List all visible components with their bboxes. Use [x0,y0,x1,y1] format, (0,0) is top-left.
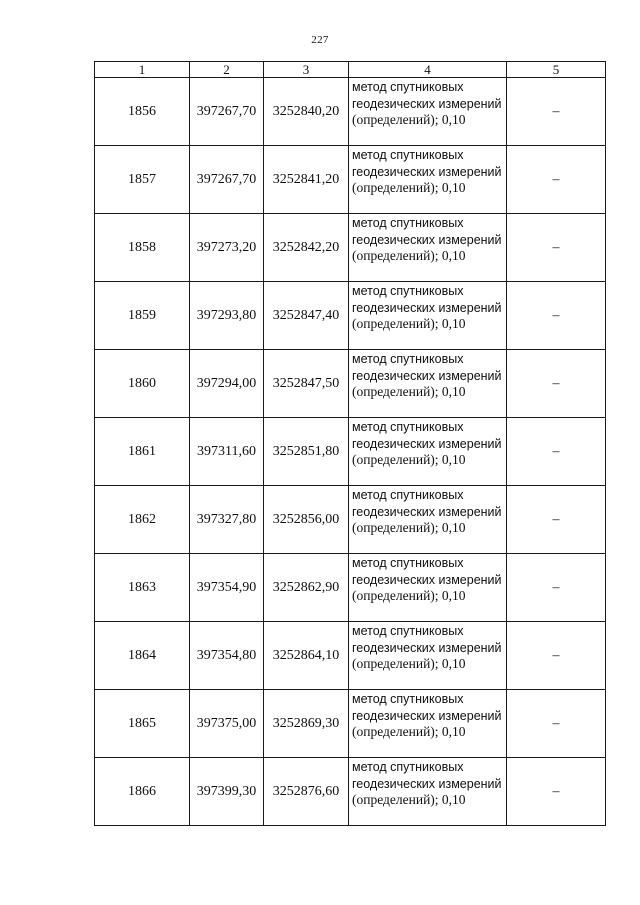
table-row [95,758,606,826]
method-accuracy: (определений); 0,10 [352,180,466,195]
point-number: 1860 [95,350,190,418]
header-col-4: 4 [349,62,507,78]
coord-x: 397267,70 [190,146,264,214]
header-col-5: 5 [507,62,606,78]
method-cell [349,418,507,486]
header-col-2: 2 [190,62,264,78]
method-accuracy: (определений); 0,10 [352,384,466,399]
coord-y: 3252856,00 [264,486,349,554]
table-row [95,350,606,418]
coord-x: 397293,80 [190,282,264,350]
method-text: метод спутниковых геодезических измерений [352,420,502,451]
point-number: 1861 [95,418,190,486]
table-row [95,554,606,622]
coord-x: 397267,70 [190,78,264,146]
method-accuracy: (определений); 0,10 [352,588,466,603]
method-cell [349,78,507,146]
table-row [95,214,606,282]
method-accuracy: (определений); 0,10 [352,112,466,127]
method-accuracy: (определений); 0,10 [352,724,466,739]
method-cell [349,214,507,282]
header-col-3: 3 [264,62,349,78]
method-accuracy: (определений); 0,10 [352,248,466,263]
table-row [95,282,606,350]
coord-y: 3252847,50 [264,350,349,418]
table-row [95,418,606,486]
table-header-row [95,62,606,78]
coord-x: 397354,80 [190,622,264,690]
coord-y: 3252847,40 [264,282,349,350]
method-accuracy: (определений); 0,10 [352,520,466,535]
coord-y: 3252869,30 [264,690,349,758]
point-number: 1858 [95,214,190,282]
method-text: метод спутниковых геодезических измерений [352,148,502,179]
coord-y: 3252876,60 [264,758,349,826]
method-cell [349,350,507,418]
method-text: метод спутниковых геодезических измерений [352,352,502,383]
point-number: 1864 [95,622,190,690]
method-text: метод спутниковых геодезических измерений [352,488,502,519]
method-accuracy: (определений); 0,10 [352,316,466,331]
point-number: 1856 [95,78,190,146]
coord-x: 397375,00 [190,690,264,758]
note-cell: – [507,146,606,214]
note-cell: – [507,78,606,146]
note-cell: – [507,690,606,758]
method-text: метод спутниковых геодезических измерений [352,692,502,723]
method-cell [349,486,507,554]
coord-y: 3252841,20 [264,146,349,214]
method-text: метод спутниковых геодезических измерений [352,216,502,247]
method-cell [349,282,507,350]
coord-y: 3252862,90 [264,554,349,622]
coord-y: 3252851,80 [264,418,349,486]
method-accuracy: (определений); 0,10 [352,656,466,671]
point-number: 1866 [95,758,190,826]
note-cell: – [507,758,606,826]
note-cell: – [507,282,606,350]
method-text: метод спутниковых геодезических измерений [352,80,502,111]
coord-x: 397399,30 [190,758,264,826]
method-text: метод спутниковых геодезических измерений [352,284,502,315]
point-number: 1863 [95,554,190,622]
method-cell [349,690,507,758]
note-cell: – [507,554,606,622]
point-number: 1859 [95,282,190,350]
method-cell [349,758,507,826]
method-cell [349,554,507,622]
table-row [95,690,606,758]
page-number: 227 [311,34,329,46]
method-text: метод спутниковых геодезических измерений [352,556,502,587]
coord-y: 3252864,10 [264,622,349,690]
coord-x: 397354,90 [190,554,264,622]
table-row [95,78,606,146]
table-row [95,486,606,554]
coord-x: 397327,80 [190,486,264,554]
method-text: метод спутниковых геодезических измерений [352,760,502,791]
coordinates-table [94,61,606,826]
coord-x: 397294,00 [190,350,264,418]
table-row [95,622,606,690]
point-number: 1865 [95,690,190,758]
method-cell [349,622,507,690]
coord-x: 397311,60 [190,418,264,486]
coord-y: 3252842,20 [264,214,349,282]
coord-y: 3252840,20 [264,78,349,146]
coord-x: 397273,20 [190,214,264,282]
method-accuracy: (определений); 0,10 [352,792,466,807]
header-col-1: 1 [95,62,190,78]
table-row [95,146,606,214]
note-cell: – [507,214,606,282]
note-cell: – [507,622,606,690]
note-cell: – [507,418,606,486]
note-cell: – [507,350,606,418]
method-text: метод спутниковых геодезических измерений [352,624,502,655]
point-number: 1862 [95,486,190,554]
method-accuracy: (определений); 0,10 [352,452,466,467]
point-number: 1857 [95,146,190,214]
method-cell [349,146,507,214]
note-cell: – [507,486,606,554]
